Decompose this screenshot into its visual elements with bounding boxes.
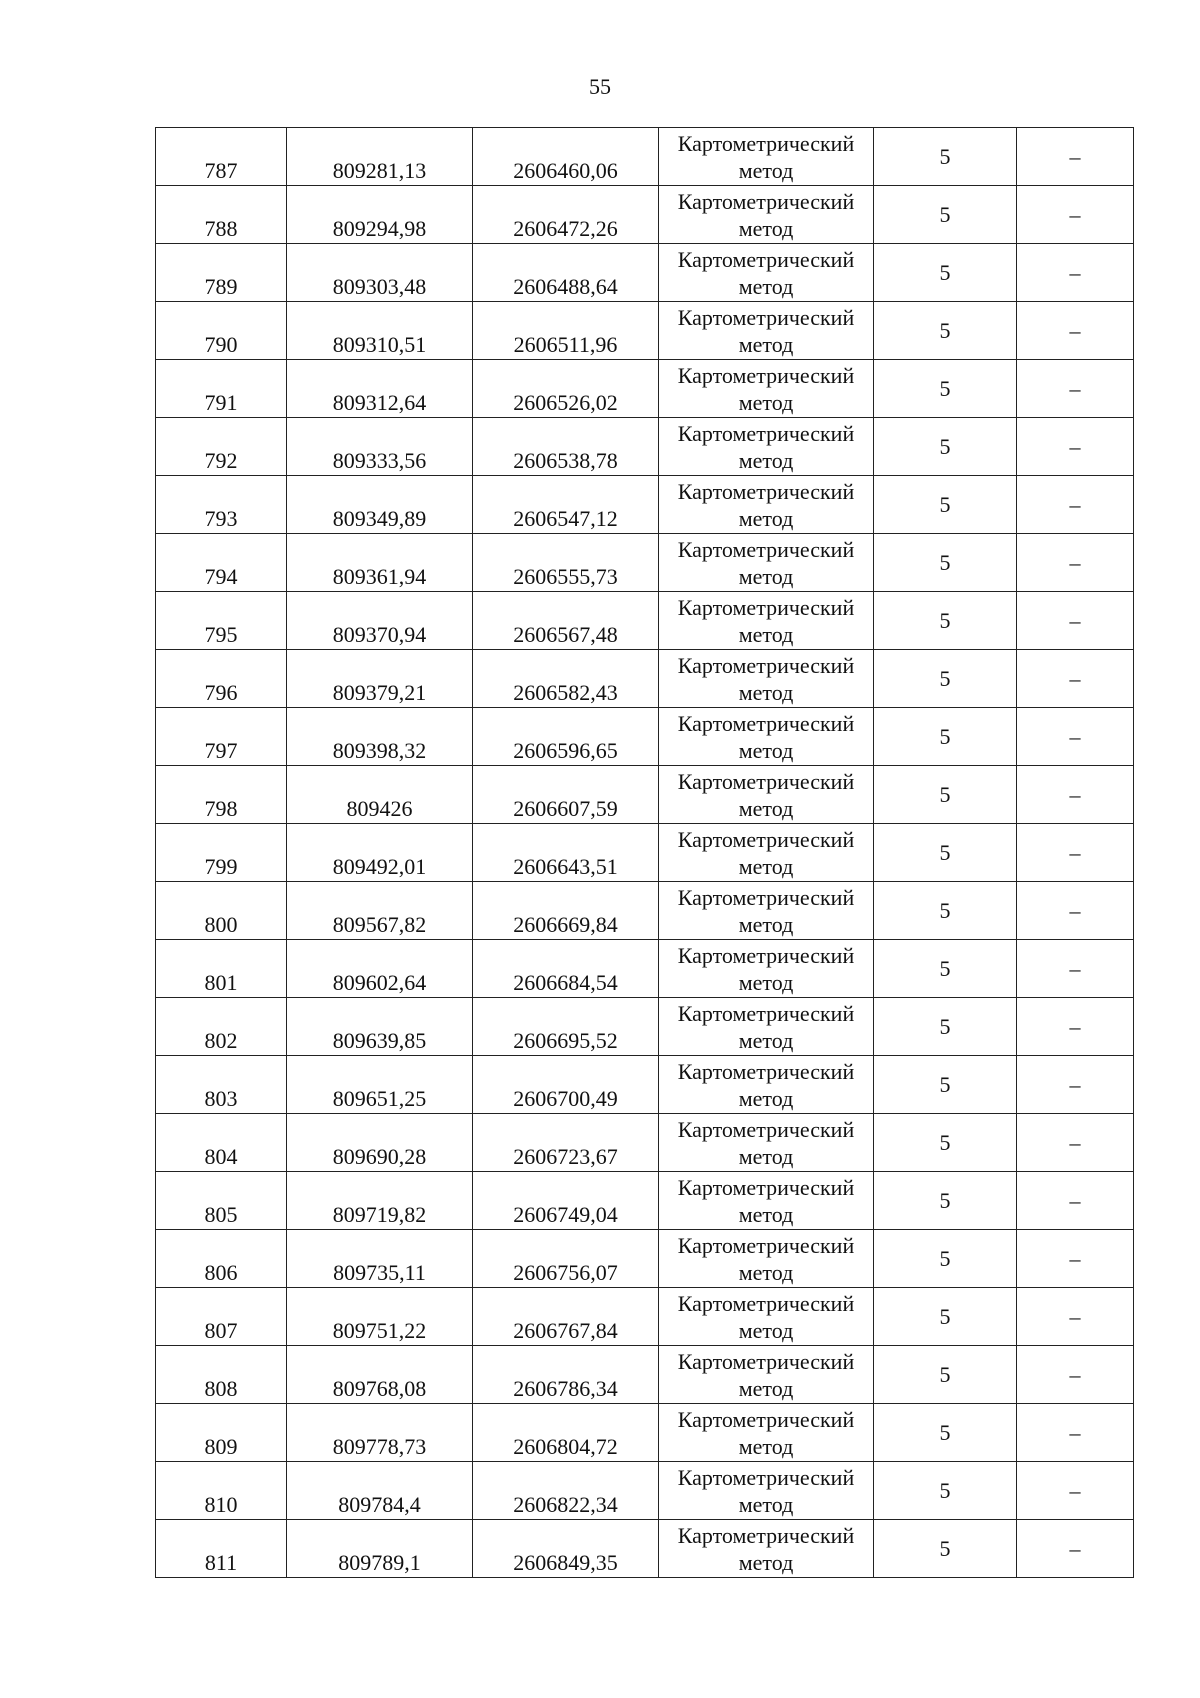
method-cell <box>659 302 874 360</box>
method-line-2: метод <box>738 911 794 937</box>
y-coordinate-cell: 2606804,72 <box>473 1404 659 1462</box>
method-cell <box>659 1056 874 1114</box>
point-number-cell: 797 <box>156 708 287 766</box>
accuracy-cell: 5 <box>874 708 1017 766</box>
method-line-1: Картометрический <box>677 130 855 156</box>
method-line-1: Картометрический <box>677 304 855 330</box>
y-coordinate-cell: 2606547,12 <box>473 476 659 534</box>
accuracy-cell: 5 <box>874 1462 1017 1520</box>
accuracy-cell: 5 <box>874 1172 1017 1230</box>
point-number-cell: 788 <box>156 186 287 244</box>
note-cell: – <box>1017 244 1134 302</box>
table-row <box>156 418 1134 476</box>
method-cell <box>659 360 874 418</box>
method-cell <box>659 1346 874 1404</box>
table-row <box>156 186 1134 244</box>
table-row <box>156 244 1134 302</box>
method-cell <box>659 940 874 998</box>
method-line-2: метод <box>738 273 794 299</box>
y-coordinate-cell: 2606849,35 <box>473 1520 659 1578</box>
accuracy-cell: 5 <box>874 766 1017 824</box>
accuracy-cell: 5 <box>874 1346 1017 1404</box>
point-number-cell: 798 <box>156 766 287 824</box>
method-line-1: Картометрический <box>677 1116 855 1142</box>
method-line-2: метод <box>738 1549 794 1575</box>
y-coordinate-cell: 2606684,54 <box>473 940 659 998</box>
note-cell: – <box>1017 418 1134 476</box>
table-row <box>156 708 1134 766</box>
method-cell <box>659 650 874 708</box>
method-line-2: метод <box>738 853 794 879</box>
method-line-1: Картометрический <box>677 652 855 678</box>
point-number-cell: 806 <box>156 1230 287 1288</box>
note-cell: – <box>1017 1346 1134 1404</box>
note-cell: – <box>1017 128 1134 186</box>
method-line-2: метод <box>738 621 794 647</box>
method-line-1: Картометрический <box>677 826 855 852</box>
note-cell: – <box>1017 360 1134 418</box>
point-number-cell: 802 <box>156 998 287 1056</box>
y-coordinate-cell: 2606700,49 <box>473 1056 659 1114</box>
method-line-1: Картометрический <box>677 188 855 214</box>
note-cell: – <box>1017 882 1134 940</box>
y-coordinate-cell: 2606749,04 <box>473 1172 659 1230</box>
method-line-2: метод <box>738 1201 794 1227</box>
y-coordinate-cell: 2606488,64 <box>473 244 659 302</box>
method-line-1: Картометрический <box>677 768 855 794</box>
y-coordinate-cell: 2606526,02 <box>473 360 659 418</box>
method-cell <box>659 418 874 476</box>
point-number-cell: 808 <box>156 1346 287 1404</box>
accuracy-cell: 5 <box>874 534 1017 592</box>
point-number-cell: 787 <box>156 128 287 186</box>
method-line-1: Картометрический <box>677 1232 855 1258</box>
point-number-cell: 810 <box>156 1462 287 1520</box>
method-line-1: Картометрический <box>677 478 855 504</box>
note-cell: – <box>1017 1114 1134 1172</box>
method-line-2: метод <box>738 737 794 763</box>
x-coordinate-cell: 809303,48 <box>287 244 473 302</box>
y-coordinate-cell: 2606596,65 <box>473 708 659 766</box>
note-cell: – <box>1017 534 1134 592</box>
table-row <box>156 1404 1134 1462</box>
accuracy-cell: 5 <box>874 1230 1017 1288</box>
point-number-cell: 795 <box>156 592 287 650</box>
method-cell <box>659 824 874 882</box>
accuracy-cell: 5 <box>874 1520 1017 1578</box>
x-coordinate-cell: 809567,82 <box>287 882 473 940</box>
x-coordinate-cell: 809768,08 <box>287 1346 473 1404</box>
x-coordinate-cell: 809735,11 <box>287 1230 473 1288</box>
method-line-2: метод <box>738 1143 794 1169</box>
x-coordinate-cell: 809281,13 <box>287 128 473 186</box>
point-number-cell: 799 <box>156 824 287 882</box>
table-row <box>156 534 1134 592</box>
x-coordinate-cell: 809492,01 <box>287 824 473 882</box>
page-number: 55 <box>589 74 611 99</box>
point-number-cell: 794 <box>156 534 287 592</box>
method-line-1: Картометрический <box>677 710 855 736</box>
method-line-2: метод <box>738 1317 794 1343</box>
y-coordinate-cell: 2606643,51 <box>473 824 659 882</box>
x-coordinate-cell: 809312,64 <box>287 360 473 418</box>
method-cell <box>659 766 874 824</box>
method-line-1: Картометрический <box>677 1522 855 1548</box>
x-coordinate-cell: 809784,4 <box>287 1462 473 1520</box>
y-coordinate-cell: 2606607,59 <box>473 766 659 824</box>
table-row <box>156 882 1134 940</box>
table-row <box>156 128 1134 186</box>
method-cell <box>659 1462 874 1520</box>
accuracy-cell: 5 <box>874 186 1017 244</box>
point-number-cell: 809 <box>156 1404 287 1462</box>
x-coordinate-cell: 809690,28 <box>287 1114 473 1172</box>
point-number-cell: 793 <box>156 476 287 534</box>
y-coordinate-cell: 2606723,67 <box>473 1114 659 1172</box>
accuracy-cell: 5 <box>874 650 1017 708</box>
table-row <box>156 824 1134 882</box>
table-row <box>156 1230 1134 1288</box>
method-line-2: метод <box>738 331 794 357</box>
point-number-cell: 804 <box>156 1114 287 1172</box>
x-coordinate-cell: 809789,1 <box>287 1520 473 1578</box>
coordinates-table <box>155 127 1134 1578</box>
x-coordinate-cell: 809310,51 <box>287 302 473 360</box>
y-coordinate-cell: 2606756,07 <box>473 1230 659 1288</box>
method-line-2: метод <box>738 1433 794 1459</box>
table-row <box>156 1288 1134 1346</box>
method-cell <box>659 534 874 592</box>
y-coordinate-cell: 2606511,96 <box>473 302 659 360</box>
point-number-cell: 790 <box>156 302 287 360</box>
y-coordinate-cell: 2606460,06 <box>473 128 659 186</box>
point-number-cell: 807 <box>156 1288 287 1346</box>
method-line-2: метод <box>738 1491 794 1517</box>
method-line-1: Картометрический <box>677 246 855 272</box>
note-cell: – <box>1017 592 1134 650</box>
note-cell: – <box>1017 650 1134 708</box>
note-cell: – <box>1017 1288 1134 1346</box>
accuracy-cell: 5 <box>874 360 1017 418</box>
note-cell: – <box>1017 940 1134 998</box>
method-line-1: Картометрический <box>677 884 855 910</box>
method-line-1: Картометрический <box>677 594 855 620</box>
note-cell: – <box>1017 186 1134 244</box>
method-line-2: метод <box>738 969 794 995</box>
table-row <box>156 592 1134 650</box>
table-row <box>156 302 1134 360</box>
method-line-1: Картометрический <box>677 536 855 562</box>
y-coordinate-cell: 2606582,43 <box>473 650 659 708</box>
note-cell: – <box>1017 708 1134 766</box>
y-coordinate-cell: 2606538,78 <box>473 418 659 476</box>
method-cell <box>659 708 874 766</box>
table-row <box>156 1462 1134 1520</box>
method-cell <box>659 592 874 650</box>
point-number-cell: 791 <box>156 360 287 418</box>
x-coordinate-cell: 809778,73 <box>287 1404 473 1462</box>
method-cell <box>659 244 874 302</box>
y-coordinate-cell: 2606472,26 <box>473 186 659 244</box>
x-coordinate-cell: 809639,85 <box>287 998 473 1056</box>
table-row <box>156 360 1134 418</box>
x-coordinate-cell: 809398,32 <box>287 708 473 766</box>
method-cell <box>659 1288 874 1346</box>
point-number-cell: 801 <box>156 940 287 998</box>
accuracy-cell: 5 <box>874 128 1017 186</box>
method-cell <box>659 476 874 534</box>
method-line-2: метод <box>738 1027 794 1053</box>
table-row <box>156 940 1134 998</box>
method-line-1: Картометрический <box>677 1348 855 1374</box>
note-cell: – <box>1017 1056 1134 1114</box>
x-coordinate-cell: 809370,94 <box>287 592 473 650</box>
table-row <box>156 1056 1134 1114</box>
accuracy-cell: 5 <box>874 476 1017 534</box>
method-line-1: Картометрический <box>677 942 855 968</box>
method-cell <box>659 1520 874 1578</box>
method-line-1: Картометрический <box>677 1174 855 1200</box>
note-cell: – <box>1017 1230 1134 1288</box>
table-row <box>156 766 1134 824</box>
x-coordinate-cell: 809379,21 <box>287 650 473 708</box>
method-cell <box>659 1172 874 1230</box>
x-coordinate-cell: 809294,98 <box>287 186 473 244</box>
accuracy-cell: 5 <box>874 302 1017 360</box>
method-line-2: метод <box>738 679 794 705</box>
method-line-2: метод <box>738 563 794 589</box>
method-cell <box>659 998 874 1056</box>
y-coordinate-cell: 2606786,34 <box>473 1346 659 1404</box>
accuracy-cell: 5 <box>874 1114 1017 1172</box>
accuracy-cell: 5 <box>874 882 1017 940</box>
method-line-1: Картометрический <box>677 1406 855 1432</box>
table-row <box>156 650 1134 708</box>
method-cell <box>659 1404 874 1462</box>
y-coordinate-cell: 2606695,52 <box>473 998 659 1056</box>
point-number-cell: 792 <box>156 418 287 476</box>
method-line-2: метод <box>738 1375 794 1401</box>
method-line-2: метод <box>738 215 794 241</box>
method-line-2: метод <box>738 157 794 183</box>
table-body <box>156 128 1134 1578</box>
method-line-1: Картометрический <box>677 1464 855 1490</box>
accuracy-cell: 5 <box>874 998 1017 1056</box>
note-cell: – <box>1017 824 1134 882</box>
point-number-cell: 803 <box>156 1056 287 1114</box>
accuracy-cell: 5 <box>874 1404 1017 1462</box>
table-row <box>156 1114 1134 1172</box>
x-coordinate-cell: 809426 <box>287 766 473 824</box>
note-cell: – <box>1017 1172 1134 1230</box>
point-number-cell: 796 <box>156 650 287 708</box>
y-coordinate-cell: 2606822,34 <box>473 1462 659 1520</box>
table-row <box>156 1346 1134 1404</box>
method-line-2: метод <box>738 795 794 821</box>
point-number-cell: 789 <box>156 244 287 302</box>
table-row <box>156 998 1134 1056</box>
method-cell <box>659 1230 874 1288</box>
accuracy-cell: 5 <box>874 824 1017 882</box>
table-row <box>156 1520 1134 1578</box>
note-cell: – <box>1017 766 1134 824</box>
x-coordinate-cell: 809651,25 <box>287 1056 473 1114</box>
accuracy-cell: 5 <box>874 244 1017 302</box>
accuracy-cell: 5 <box>874 592 1017 650</box>
method-cell <box>659 1114 874 1172</box>
note-cell: – <box>1017 1520 1134 1578</box>
y-coordinate-cell: 2606555,73 <box>473 534 659 592</box>
table-row <box>156 476 1134 534</box>
point-number-cell: 811 <box>156 1520 287 1578</box>
method-line-2: метод <box>738 1259 794 1285</box>
accuracy-cell: 5 <box>874 1288 1017 1346</box>
method-line-1: Картометрический <box>677 1058 855 1084</box>
accuracy-cell: 5 <box>874 940 1017 998</box>
y-coordinate-cell: 2606767,84 <box>473 1288 659 1346</box>
method-line-1: Картометрический <box>677 1000 855 1026</box>
method-line-2: метод <box>738 447 794 473</box>
note-cell: – <box>1017 302 1134 360</box>
x-coordinate-cell: 809602,64 <box>287 940 473 998</box>
method-cell <box>659 128 874 186</box>
x-coordinate-cell: 809361,94 <box>287 534 473 592</box>
method-line-2: метод <box>738 389 794 415</box>
note-cell: – <box>1017 1404 1134 1462</box>
method-line-2: метод <box>738 505 794 531</box>
accuracy-cell: 5 <box>874 418 1017 476</box>
point-number-cell: 800 <box>156 882 287 940</box>
note-cell: – <box>1017 1462 1134 1520</box>
x-coordinate-cell: 809333,56 <box>287 418 473 476</box>
method-line-2: метод <box>738 1085 794 1111</box>
method-cell <box>659 186 874 244</box>
method-line-1: Картометрический <box>677 362 855 388</box>
x-coordinate-cell: 809719,82 <box>287 1172 473 1230</box>
y-coordinate-cell: 2606567,48 <box>473 592 659 650</box>
x-coordinate-cell: 809349,89 <box>287 476 473 534</box>
note-cell: – <box>1017 998 1134 1056</box>
y-coordinate-cell: 2606669,84 <box>473 882 659 940</box>
method-cell <box>659 882 874 940</box>
table-row <box>156 1172 1134 1230</box>
method-line-1: Картометрический <box>677 1290 855 1316</box>
point-number-cell: 805 <box>156 1172 287 1230</box>
x-coordinate-cell: 809751,22 <box>287 1288 473 1346</box>
note-cell: – <box>1017 476 1134 534</box>
method-line-1: Картометрический <box>677 420 855 446</box>
accuracy-cell: 5 <box>874 1056 1017 1114</box>
